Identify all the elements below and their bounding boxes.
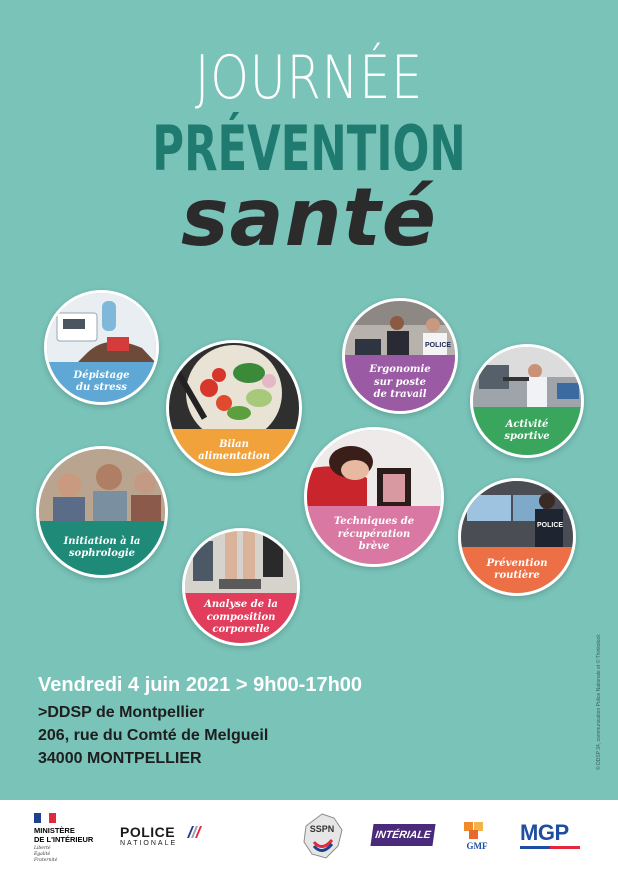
- activity-depistage-stress: [44, 290, 159, 405]
- title-journee: JOURNÉE: [194, 43, 424, 113]
- activity-band: [345, 355, 455, 411]
- motto-line: Liberté: [34, 846, 51, 851]
- activity-sophrologie: [36, 446, 168, 578]
- republique-flag-icon: [34, 813, 56, 823]
- activity-band: [169, 429, 299, 473]
- activity-label: Techniques de récupération brève: [333, 516, 415, 553]
- activity-prevention-routiere: [458, 478, 576, 596]
- activity-label: Bilan alimentation: [198, 438, 270, 462]
- activity-band: [473, 407, 581, 455]
- photo-credit: © DDSP 34, communication Police Nationale et © Thinkstock: [596, 634, 602, 770]
- activity-label: Ergonomie sur poste de travail: [369, 364, 431, 401]
- relaxing-woman-photo: [307, 430, 441, 512]
- address-line: >DDSP de Montpellier: [38, 704, 205, 721]
- activity-band: [307, 506, 441, 564]
- activity-label: Activité sportive: [504, 418, 550, 442]
- shooting-range-photo: [473, 347, 581, 413]
- activity-composition-corporelle: [182, 528, 300, 646]
- ministry-name: MINISTÈRE: [34, 826, 75, 835]
- activity-band: [39, 521, 165, 575]
- title-prevention: PRÉVENTION: [152, 112, 466, 185]
- svg-text:POLICE: POLICE: [537, 522, 564, 529]
- mgp-underline-icon: [520, 846, 582, 852]
- activity-label: Dépistage du stress: [73, 369, 130, 393]
- office-workstation-photo: [345, 301, 455, 363]
- sophrology-group-photo: [39, 449, 165, 527]
- activity-label: Initiation à la sophrologie: [63, 535, 141, 559]
- activity-band: [461, 547, 573, 593]
- activity-band: [185, 593, 297, 643]
- activity-band: [47, 362, 156, 402]
- address-line: 206, rue du Comté de Melgueil: [38, 727, 269, 744]
- activity-label: Analyse de la composition corporelle: [204, 599, 278, 636]
- police-nationale-logo: POLICE: [120, 824, 176, 840]
- activity-ergonomie: [342, 298, 458, 414]
- driving-simulator-photo: [461, 481, 573, 547]
- police-nationale-subtitle: NATIONALE: [120, 840, 178, 847]
- activity-sportive: [470, 344, 584, 458]
- activity-bilan-alimentation: [166, 340, 302, 476]
- republic-motto: [34, 846, 57, 864]
- title-sante: santé: [180, 171, 438, 264]
- interiale-logo: INTÉRIALE: [370, 824, 435, 846]
- mgp-logo: MGP: [520, 820, 569, 845]
- address-line: 34000 MONTPELLIER: [38, 750, 202, 767]
- motto-line: Égalité: [34, 851, 51, 857]
- sspn-france-logo: [300, 812, 344, 860]
- police-stripes-icon: [183, 824, 203, 840]
- event-date: Vendredi 4 juin 2021 > 9h00-17h00: [38, 674, 363, 696]
- salad-bowl-photo: [169, 343, 299, 435]
- stress-test-photo: [47, 293, 156, 363]
- motto-line: Fraternité: [34, 857, 58, 863]
- ministry-logo: [34, 827, 93, 844]
- activity-label: Prévention routière: [486, 557, 548, 581]
- ministry-name: DE L'INTÉRIEUR: [34, 834, 94, 844]
- body-scale-photo: [185, 531, 297, 597]
- activity-recuperation: [304, 427, 444, 567]
- gmf-text: GMF: [466, 841, 488, 851]
- svg-text:POLICE: POLICE: [425, 342, 452, 349]
- sspn-text: SSPN: [309, 824, 335, 834]
- gmf-emblem-icon: [462, 820, 492, 840]
